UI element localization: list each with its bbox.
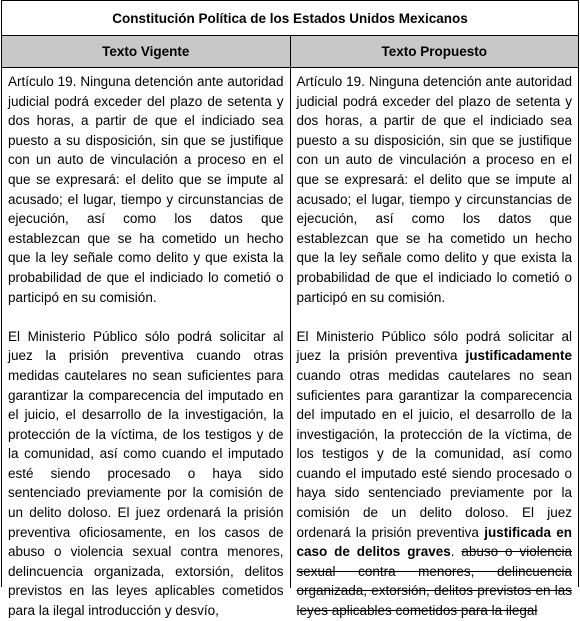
proposed-bold-addition-justificadamente: justificadamente (465, 348, 572, 364)
proposed-struck-text: abuso o violencia sexual contra menores, delincuencia organizada, extorsión, delitos previstos en las leyes aplicables cometidos para la ilegal (296, 544, 572, 619)
current-article-paragraph-1: Artículo 19. Ninguna detención ante autoridad judicial podrá exceder del plazo de setenta y dos horas, a partir de que el indiciado sea puesto a su disposición, sin que se justifique con un auto de vinculación a proceso en el que se expresará: el delito que se impute al acusado; el lugar, tiempo y circunstancias de ejecución, así como los datos que establezcan que se ha cometido un hecho que la ley señale como delito y que exista la probabilidad de que el indiciado lo cometió o participó en su comisión. (8, 74, 284, 305)
header-texto-vigente: Texto Vigente (102, 44, 190, 59)
current-article-paragraph-2: El Ministerio Público sólo podrá solicitar al juez la prisión preventiva cuando otras medidas cautelares no sean suficientes para garantizar la comparecencia del imputado en el juicio, el desarrollo de la investigación, la protección de la víctima, de los testigos y de la comunidad, así como cuando el imputado esté siendo procesado o haya sido sentenciado previamente por la comisión de un delito doloso. El juez ordenará la prisión preventiva oficiosamente, en los casos de abuso o violencia sexual contra menores, delincuencia organizada, extorsión, delitos previstos en las leyes aplicables cometidos para la ilegal introducción y desvío, (8, 328, 284, 619)
proposed-bold-addition-delitos-graves: justificada en caso de delitos graves (296, 524, 572, 560)
proposed-article-paragraph-2 (297, 327, 573, 621)
proposed-text-segment: El Ministerio Público sólo podrá solicitar al juez la prisión preventiva (296, 328, 572, 364)
document-page (1, 0, 579, 619)
current-text-column (2, 68, 290, 619)
proposed-text-segment: cuando otras medidas cautelares no sean suficientes para garantizar la comparecencia del imputado en el juicio, el desarrollo de la investigación, la protección de la víctima, de los testigos y de la comunidad, así como cuando el imputado esté siendo procesado o haya sido sentenciado previamente por la comisión de un delito doloso. El juez ordenará la prisión preventiva (296, 367, 572, 540)
proposed-text-column (290, 68, 579, 619)
header-texto-propuesto: Texto Propuesto (290, 36, 579, 67)
proposed-text-period: . (450, 544, 455, 560)
comparison-body (2, 68, 578, 619)
column-header-row (2, 36, 578, 68)
document-title: Constitución Política de los Estados Unidos Mexicanos (2, 1, 578, 36)
proposed-article-paragraph-1: Artículo 19. Ninguna detención ante autoridad judicial podrá exceder del plazo de setenta y dos horas, a partir de que el indiciado sea puesto a su disposición, sin que se justifique con un auto de vinculación a proceso en el que se expresará: el delito que se impute al acusado; el lugar, tiempo y circunstancias de ejecución, así como los datos que establezcan que se ha cometido un hecho que la ley señale como delito y que exista la probabilidad de que el indiciado lo cometió o participó en su comisión. (296, 74, 572, 305)
